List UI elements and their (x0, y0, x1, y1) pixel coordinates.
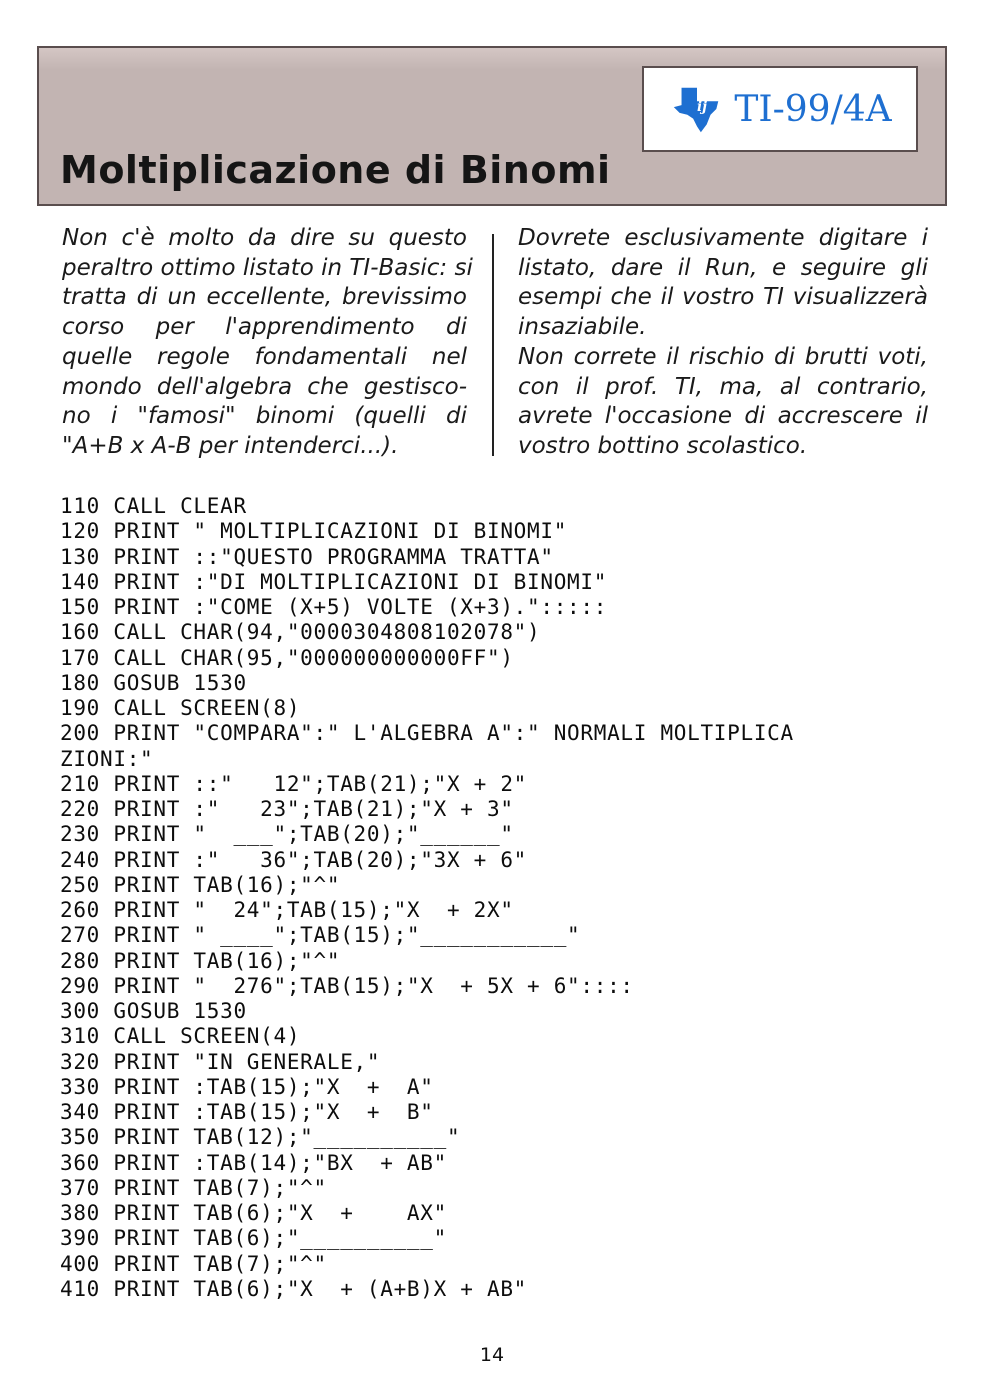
intro-line: Dovrete esclusivamente digitare i (518, 225, 928, 251)
intro-line: con il prof. TI, ma, al contrario, (518, 373, 928, 400)
code-line: 120 PRINT " MOLTIPLICAZIONI DI BINOMI" (60, 519, 568, 544)
code-line: 410 PRINT TAB(6);"X + (A+B)X + AB" (60, 1276, 528, 1301)
code-line: 130 PRINT ::"QUESTO PROGRAMMA TRATTA" (60, 544, 554, 569)
code-line: 190 CALL SCREEN(8) (60, 696, 301, 720)
intro-line: Non c'è molto da dire su questo (62, 225, 467, 251)
intro-right-column (518, 224, 928, 462)
program-listing (60, 494, 794, 1302)
code-line: 300 GOSUB 1530 (60, 999, 247, 1023)
intro-line: quelle regole fondamentali nel (62, 343, 467, 370)
code-line: 290 PRINT " 276";TAB(15);"X + 5X + 6":::: (60, 973, 634, 998)
code-line: 250 PRINT TAB(16);"^" (60, 872, 341, 897)
code-line: 360 PRINT :TAB(14);"BX + AB" (60, 1150, 447, 1175)
intro-line: esempi che il vostro TI visualizzerà (518, 284, 928, 311)
intro-line: vostro bottino scolastico. (518, 432, 808, 459)
code-line: 150 PRINT :"COME (X+5) VOLTE (X+3)."::::: (60, 595, 608, 619)
intro-line: peraltro ottimo listato in TI-Basic: si (62, 254, 473, 281)
code-line: 380 PRINT TAB(6);"X + AX" (60, 1201, 447, 1225)
page-title: Moltiplicazione di Binomi (60, 148, 611, 192)
code-line: 260 PRINT " 24";TAB(15);"X + 2X" (60, 898, 514, 922)
code-line: 350 PRINT TAB(12);"__________" (60, 1125, 461, 1150)
code-line: 390 PRINT TAB(6);"__________" (60, 1226, 447, 1251)
code-line: 340 PRINT :TAB(15);"X + B" (60, 1100, 434, 1124)
code-line: 200 PRINT "COMPARA":" L'ALGEBRA A":" NORMALI MOLTIPLICA (60, 721, 794, 746)
intro-line: insaziabile. (518, 314, 647, 341)
texas-instruments-logo-icon (668, 80, 726, 138)
code-line: 370 PRINT TAB(7);"^" (60, 1175, 327, 1200)
intro-line: avrete l'occasione di accrescere il (518, 403, 928, 430)
intro-line: Non correte il rischio di brutti voti, (518, 343, 928, 370)
code-line: 240 PRINT :" 36";TAB(20);"3X + 6" (60, 847, 528, 872)
code-line: 140 PRINT :"DI MOLTIPLICAZIONI DI BINOMI" (60, 569, 608, 594)
code-line: 170 CALL CHAR(95,"000000000000FF") (60, 645, 514, 670)
code-line: ZIONI:" (60, 746, 154, 771)
code-line: 220 PRINT :" 23";TAB(21);"X + 3" (60, 797, 514, 821)
intro-left-column (62, 224, 473, 462)
code-line: 280 PRINT TAB(16);"^" (60, 948, 341, 973)
code-line: 400 PRINT TAB(7);"^" (60, 1251, 327, 1276)
intro-line: mondo dell'algebra che gestisco- (62, 373, 467, 400)
code-line: 230 PRINT " ___";TAB(20);"______" (60, 822, 514, 847)
intro-line: tratta di un eccellente, brevissimo (62, 284, 467, 311)
brand-box (642, 66, 918, 152)
code-line: 210 PRINT ::" 12";TAB(21);"X + 2" (60, 771, 528, 796)
code-line: 330 PRINT :TAB(15);"X + A" (60, 1074, 434, 1099)
svg-text:ij: ij (697, 98, 708, 115)
intro-line: listato, dare il Run, e seguire gli (518, 254, 928, 281)
code-line: 320 PRINT "IN GENERALE," (60, 1049, 381, 1074)
intro-line: corso per l'apprendimento di (62, 314, 467, 341)
code-line: 310 CALL SCREEN(4) (60, 1024, 301, 1049)
brand-name: TI-99/4A (734, 88, 892, 130)
page-number: 14 (479, 1344, 505, 1366)
code-line: 270 PRINT " ____";TAB(15);"___________" (60, 923, 581, 948)
code-line: 180 GOSUB 1530 (60, 670, 247, 695)
code-line: 110 CALL CLEAR (60, 494, 247, 518)
intro-line: no i "famosi" binomi (quelli di (62, 403, 467, 430)
code-line: 160 CALL CHAR(94,"0000304808102078") (60, 620, 541, 645)
intro-line: "A+B x A-B per intenderci...). (62, 432, 399, 459)
column-divider (492, 234, 494, 456)
